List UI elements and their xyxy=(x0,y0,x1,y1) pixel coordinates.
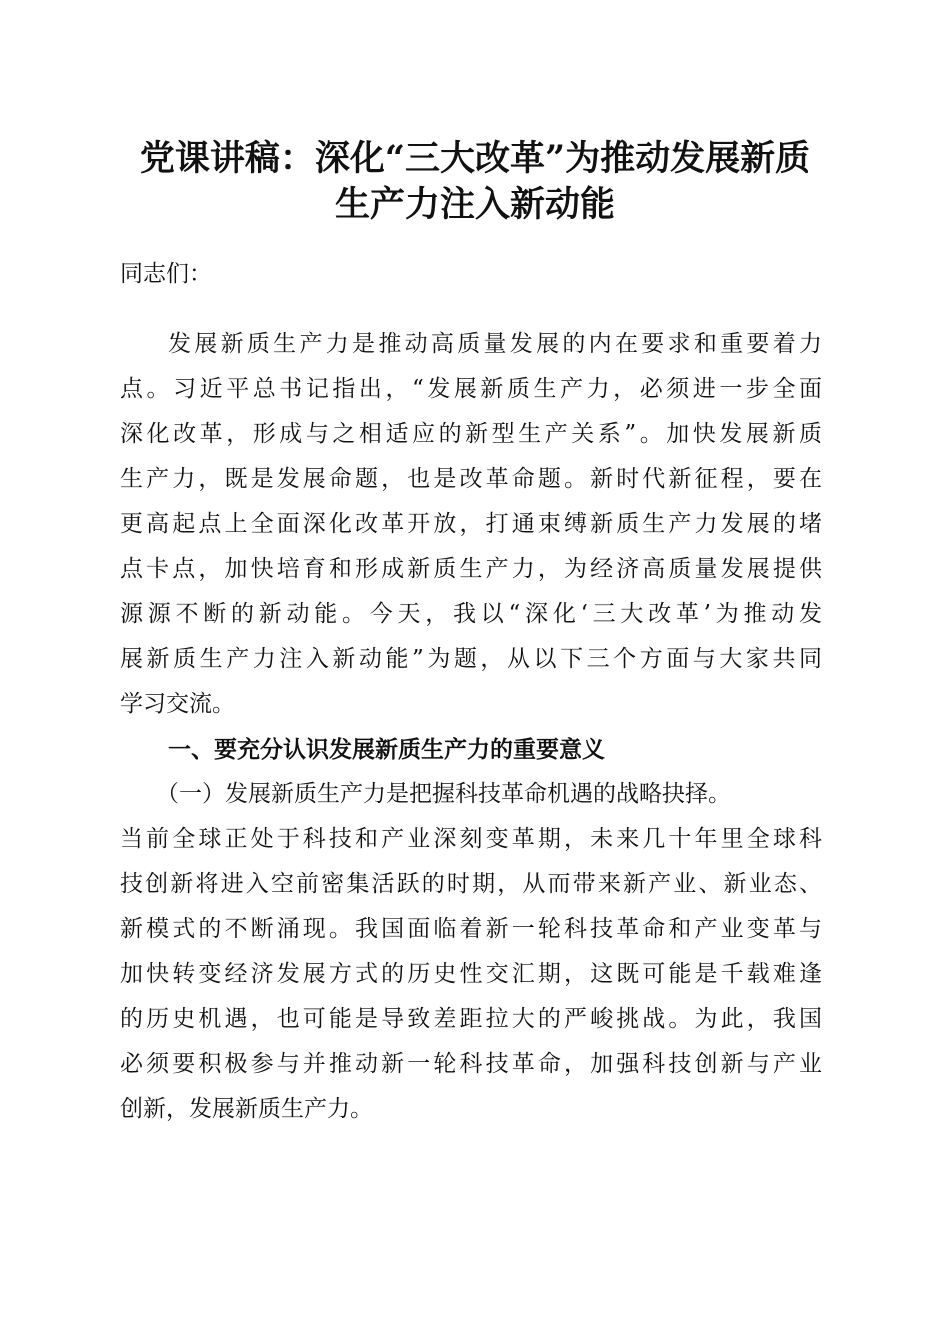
subsection-heading: （一）发展新质生产力是把握科技革命机遇的战略抉择。 xyxy=(156,781,731,807)
salutation: 同志们： xyxy=(120,261,212,287)
paragraph-line: 学习交流。 xyxy=(120,691,235,717)
title-line: 生产力注入新动能 xyxy=(334,184,615,225)
paragraph-line: 展新质生产力注入新动能”为题，从以下三个方面与大家共同 xyxy=(120,646,822,672)
title-line: 党课讲稿：深化“三大改革”为推动发展新质 xyxy=(139,138,811,179)
paragraph-line: 发展新质生产力是推动高质量发展的内在要求和重要着力 xyxy=(168,331,822,357)
paragraph-line: 更高起点上全面深化改革开放，打通束缚新质生产力发展的堵 xyxy=(120,511,822,537)
paragraph-line: 必须要积极参与并推动新一轮科技革命，加强科技创新与产业 xyxy=(120,1051,822,1077)
paragraph-line: 创新，发展新质生产力。 xyxy=(120,1096,373,1122)
paragraph-line: 点卡点，加快培育和形成新质生产力，为经济高质量发展提供 xyxy=(120,556,822,582)
document-title xyxy=(110,136,840,228)
paragraph-line: 加快转变经济发展方式的历史性交汇期，这既可能是千载难逢 xyxy=(120,961,822,987)
paragraph-line: 生产力，既是发展命题，也是改革命题。新时代新征程，要在 xyxy=(120,466,822,492)
paragraph-line: 点。习近平总书记指出，“发展新质生产力，必须进一步全面 xyxy=(120,376,822,402)
paragraph-line: 新模式的不断涌现。我国面临着新一轮科技革命和产业变革与 xyxy=(120,916,822,942)
section-heading: 一、要充分认识发展新质生产力的重要意义 xyxy=(168,736,605,763)
paragraph-line: 源源不断的新动能。今天，我以“深化‘三大改革’为推动发 xyxy=(120,601,822,627)
paragraph-line: 的历史机遇，也可能是导致差距拉大的严峻挑战。为此，我国 xyxy=(120,1006,822,1032)
paragraph-line: 技创新将进入空前密集活跃的时期，从而带来新产业、新业态、 xyxy=(120,871,822,897)
document-body xyxy=(120,252,822,1132)
paragraph-line: 当前全球正处于科技和产业深刻变革期，未来几十年里全球科 xyxy=(120,826,822,852)
paragraph-line: 深化改革，形成与之相适应的新型生产关系”。加快发展新质 xyxy=(120,421,822,447)
